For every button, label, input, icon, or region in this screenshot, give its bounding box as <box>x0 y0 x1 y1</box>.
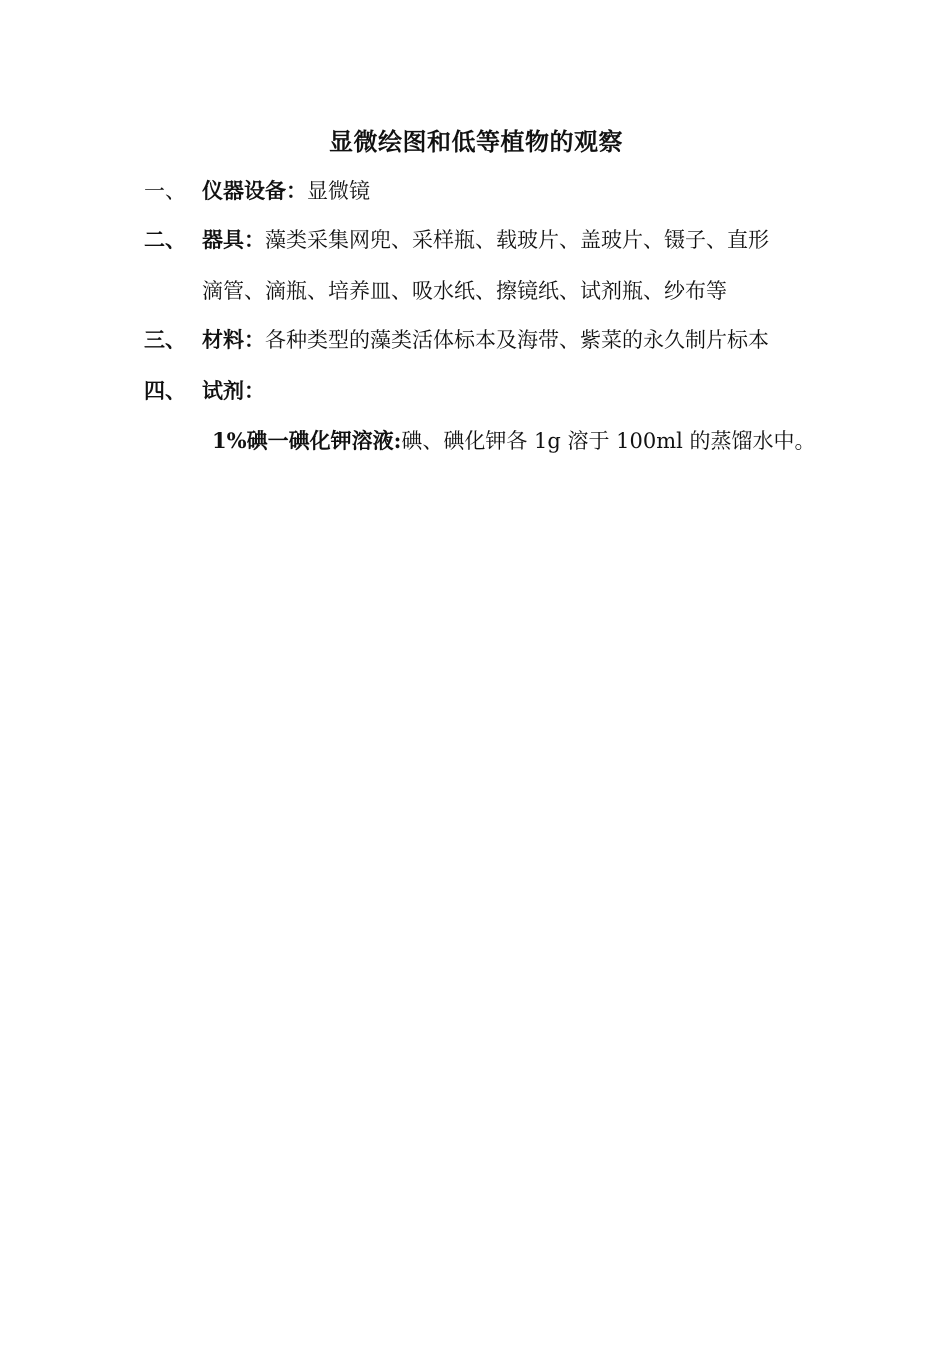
section-content: 各种类型的藻类活体标本及海带、紫菜的永久制片标本 <box>265 328 769 352</box>
reagent-line <box>212 426 852 456</box>
reagent-separator: : <box>393 428 402 453</box>
reagent-description: 碘、碘化钾各 1g 溶于 100ml 的蒸馏水中。 <box>401 429 816 453</box>
section-tools <box>144 225 824 255</box>
reagent-name: 1%碘一碘化钾溶液 <box>212 428 394 453</box>
section-equipment <box>144 176 824 206</box>
section-label: 试剂： <box>202 378 265 403</box>
section-reagents <box>144 376 824 406</box>
section-label: 材料： <box>202 327 265 352</box>
section-number: 一、 <box>144 179 186 203</box>
section-content: 藻类采集网兜、采样瓶、载玻片、盖玻片、镊子、直形 <box>265 228 769 252</box>
section-number: 二、 <box>144 227 186 252</box>
section-number: 三、 <box>144 327 186 352</box>
section-tools-continuation: 滴管、滴瓶、培养皿、吸水纸、擦镜纸、试剂瓶、纱布等 <box>202 279 727 303</box>
section-label: 仪器设备： <box>202 178 307 203</box>
section-label: 器具： <box>202 227 265 252</box>
section-materials <box>144 325 824 355</box>
section-content: 显微镜 <box>307 179 370 203</box>
section-number: 四、 <box>144 378 186 403</box>
page-title: 显微绘图和低等植物的观察 <box>329 127 623 156</box>
